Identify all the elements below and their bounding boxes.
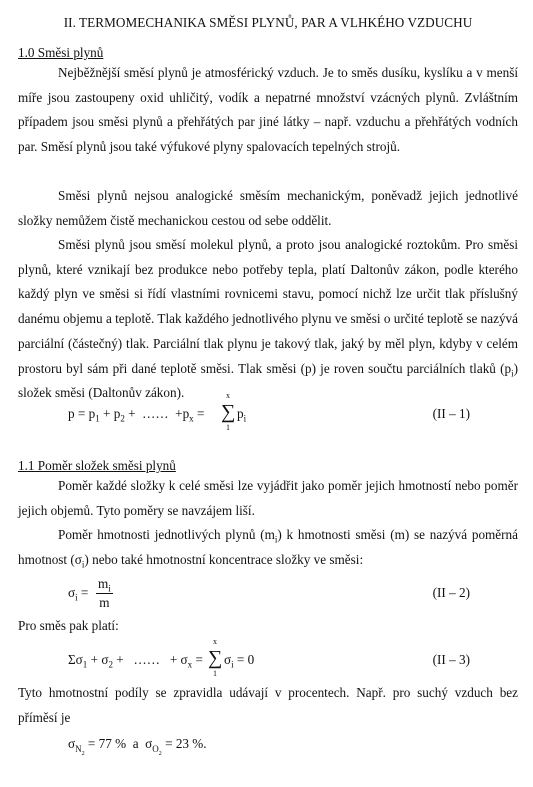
equation-number: (II – 3) — [432, 652, 470, 667]
line-pro-smes: Pro směs pak platí: — [18, 618, 119, 633]
mass-ratio-text-b: ) k hmotnosti směsi (m) se nazývá poměrná hmotnost (σ — [18, 527, 518, 567]
subscript-i: i — [511, 368, 514, 379]
paragraph-atmospheric-air: Nejběžnější směsí plynů je atmosférický vzduch. Je to směs dusíku, kyslíku a v menší míře jsou zastoupeny oxid uhličitý, vodík a nepatrné množství vzácných plynů. Zvláštním případem jsou směsi plynů a přehřátých par jiné látky – např. vzduchu a přehřátých vodních par. Směsí plynů jsou také výfukové plyny spalovacích tepelných strojů. — [18, 65, 518, 155]
o2-value: 23 %. — [175, 736, 207, 751]
equation-ii-1-rhs: $p_i$ — [237, 406, 247, 424]
n2-value: 77 % — [98, 736, 127, 751]
paragraph-component-ratio: Poměr každé složky k celé směsi lze vyjádřit jako poměr jejich hmotností nebo poměr jejich objemů. Tyto poměry se navzájem liší. — [18, 478, 518, 518]
section-heading-1-1: 1.1 Poměr složek směsi plynů — [18, 458, 176, 473]
subscript-i: i — [274, 534, 278, 545]
conjunction: a — [132, 736, 139, 751]
equation-number: (II – 2) — [432, 585, 470, 600]
mass-ratio-text-a: Poměr hmotnosti jednotlivých plynů (m — [58, 527, 275, 542]
dry-air-composition: $\sigma_{N_2} = 77$ % a $\sigma_{O_2} = 23$ %. — [68, 736, 207, 757]
paragraph-dalton-law — [18, 233, 518, 406]
paragraph-mass-ratio — [18, 523, 518, 572]
equation-ii-1-lhs: $p = p_1 + p_2$ + …… $+p_x$ = — [68, 406, 205, 424]
subscript-i: i — [81, 559, 85, 570]
equation-ii-2-lhs: $\sigma_i$ = — [68, 585, 89, 603]
equation-ii-2 — [18, 576, 518, 616]
fraction: $\frac{m_i}{m}$ — [98, 576, 111, 610]
dalton-text: Směsi plynů jsou směsí molekul plynů, a proto jsou analogické roztokům. Pro směsi plynů, které vznikají bez produkce nebo potřeby tepla, platí Daltonův zákon, podle kterého každý plyn ve směsi si řídí vlastními rovnicemi stavu, pomocí nichž lze určit tlak příslušný danému objemu a teplotě. Tlak každého jednotlivého plynu ve směsi o určité teplotě se nazývá parciální (částečný) tlak. Parciální tlak plynu je takový tlak, jaký by měl plyn, kdyby v celém prostoru byl sám při dané teplotě směsi. Tlak směsi (p) je roven součtu parciálních tlaků (p — [18, 237, 518, 376]
equation-ii-1 — [18, 391, 518, 442]
summation-icon: x ∑ 1 — [208, 637, 223, 678]
equation-ii-3-rhs: $\sigma_i = 0$ — [224, 652, 255, 670]
page-title: II. TERMOMECHANIKA SMĚSI PLYNŮ, PAR A VLHKÉHO VZDUCHU — [63, 15, 473, 30]
summation-icon: x ∑ 1 — [221, 391, 236, 432]
equation-ii-3-lhs: $\Sigma\sigma_1 + \sigma_2$ + …… + $\sigma_x$ = — [68, 652, 203, 670]
section-heading-1-0: 1.0 Směsi plynů — [18, 45, 104, 60]
paragraph-mechanical-mixtures: Směsi plynů nejsou analogické směsím mechanickým, poněvadž jejich jednotlivé složky nemůžem čistě mechanickou cestou od sebe oddělit. — [18, 188, 518, 228]
dalton-text-end: ) složek směsi (Daltonův zákon). — [18, 360, 518, 401]
mass-ratio-text-c: ) nebo také hmotnostní koncentrace složky ve směsi: — [84, 551, 364, 567]
equation-number: (II – 1) — [432, 406, 470, 421]
paragraph-mass-fractions: Tyto hmotnostní podíly se zpravidla udávají v procentech. Např. pro suchý vzduch bez příměsí je — [18, 685, 518, 725]
